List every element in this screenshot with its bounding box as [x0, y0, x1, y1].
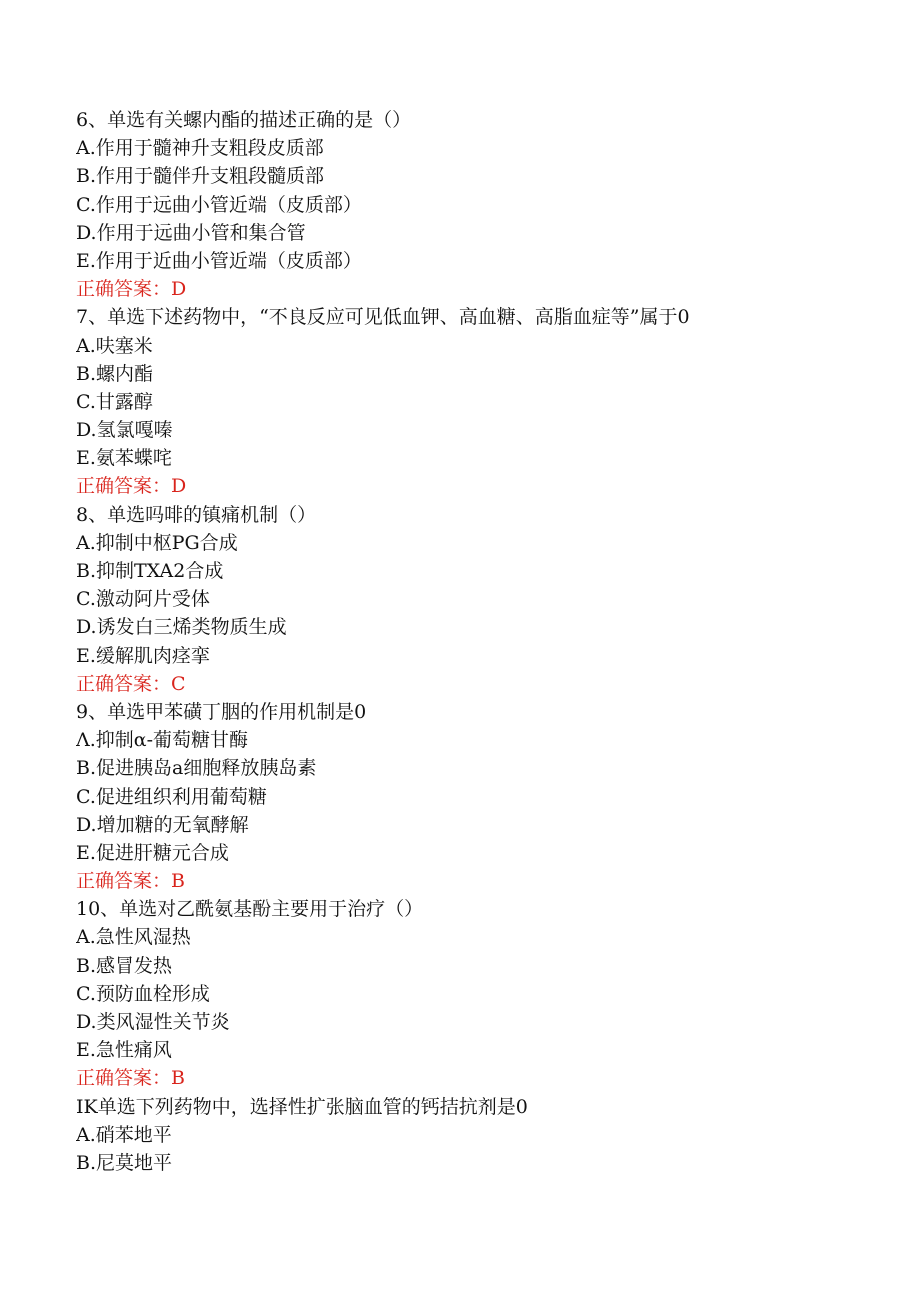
- answer-option: D.增加糖的无氧酵解: [76, 813, 249, 836]
- answer-option: B.感冒发热: [76, 954, 173, 977]
- correct-answer: 正确答案：B: [76, 870, 185, 893]
- answer-option: E.急性痛风: [76, 1039, 172, 1062]
- answer-option: E.氨苯蝶咤: [76, 447, 172, 470]
- question-text: 10、单选对乙酰氨基酚主要用于治疗（）: [76, 898, 424, 921]
- answer-option: E.缓解肌肉痉挛: [76, 644, 210, 667]
- answer-option: B.抑制TXA2合成: [76, 560, 224, 582]
- answer-option: C.作用于远曲小管近端（皮质部）: [76, 193, 362, 216]
- answer-option: A.硝苯地平: [76, 1123, 172, 1146]
- answer-option: B.螺内酯: [76, 362, 154, 385]
- correct-answer: 正确答案：B: [76, 1067, 185, 1090]
- answer-option: B.促进胰岛a细胞释放胰岛素: [76, 757, 317, 780]
- answer-option: D.诱发白三烯类物质生成: [76, 616, 287, 639]
- answer-option: C.预防血栓形成: [76, 982, 210, 1005]
- answer-option: E.作用于近曲小管近端（皮质部）: [76, 249, 362, 272]
- answer-option: A.作用于髓神升支粗段皮质部: [76, 137, 324, 160]
- question-text: 8、单选吗啡的镇痛机制（）: [76, 503, 317, 526]
- answer-option: Λ.抑制α-葡萄糖甘酶: [76, 729, 249, 752]
- question-text: 6、单选有关螺内酯的描述正确的是（）: [76, 109, 412, 131]
- answer-option: A.抑制中枢PG合成: [76, 531, 238, 554]
- correct-answer: 正确答案：C: [76, 672, 186, 695]
- question-text: 7、单选下述药物中，“不良反应可见低血钾、高血糖、高脂血症等”属于0: [76, 306, 690, 329]
- answer-option: C.甘露醇: [76, 390, 153, 413]
- correct-answer: 正确答案：D: [76, 475, 187, 498]
- answer-option: D.作用于远曲小管和集合管: [76, 221, 306, 244]
- answer-option: B.作用于髓伴升支粗段髓质部: [76, 165, 325, 188]
- answer-option: A.急性风湿热: [76, 926, 191, 949]
- answer-option: D.类风湿性关节炎: [76, 1011, 230, 1033]
- question-list: [76, 106, 896, 1177]
- answer-option: D.氢氯嘎嗪: [76, 419, 173, 442]
- answer-option: A.呋塞米: [76, 334, 153, 357]
- answer-option: E.促进肝糖元合成: [76, 841, 229, 864]
- answer-option: C.促进组织利用葡萄糖: [76, 785, 267, 808]
- answer-option: C.激动阿片受体: [76, 588, 210, 611]
- correct-answer: 正确答案：D: [76, 278, 187, 301]
- question-text: IK单选下列药物中，选择性扩张脑血管的钙拮抗剂是0: [76, 1095, 528, 1118]
- question-text: 9、单选甲苯磺丁胭的作用机制是0: [76, 700, 367, 723]
- answer-option: B.尼莫地平: [76, 1151, 173, 1174]
